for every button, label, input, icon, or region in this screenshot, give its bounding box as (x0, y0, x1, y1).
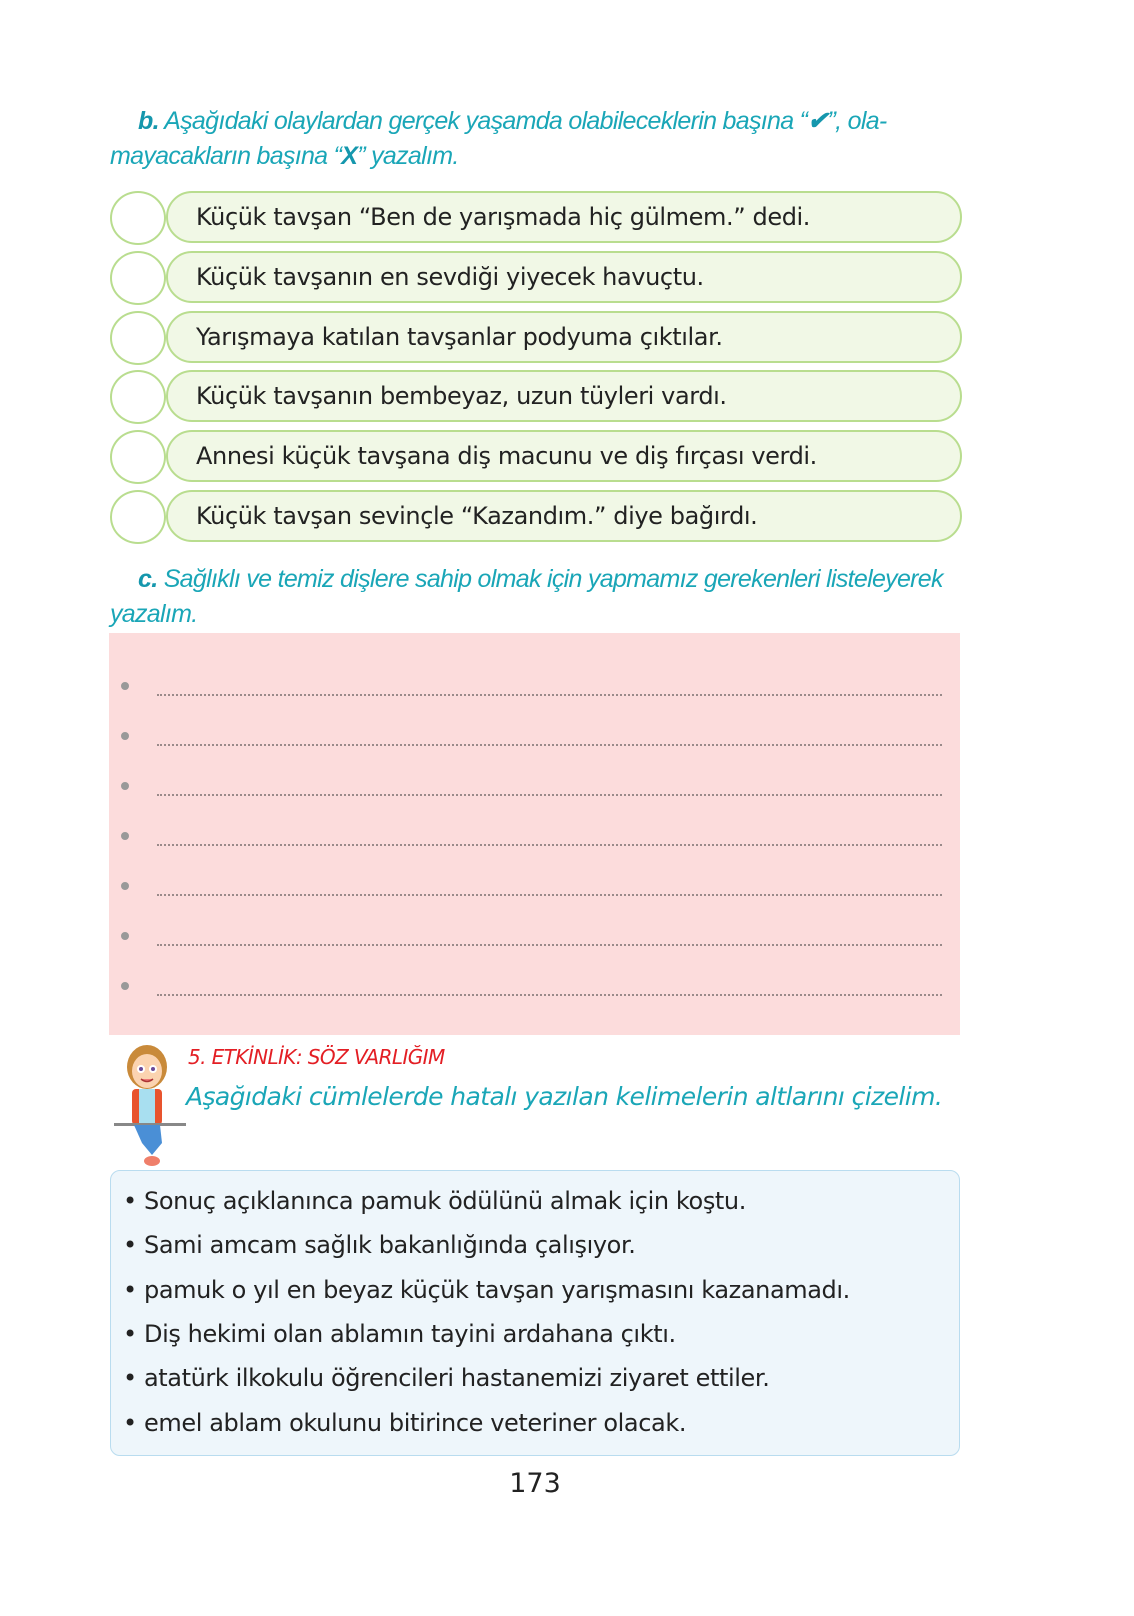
dotted-line (157, 994, 942, 996)
instruction-text: yazalım. (110, 600, 198, 628)
blank-line[interactable] (121, 670, 942, 700)
answer-circle[interactable] (110, 311, 166, 365)
statement-text: Küçük tavşanın en sevdiği yiyecek havuçtu. (166, 251, 962, 303)
dotted-line (157, 694, 942, 696)
sentence: • Diş hekimi olan ablamın tayini ardahana çıktı. (123, 1319, 676, 1348)
answer-circle[interactable] (110, 490, 166, 544)
statement-row (110, 251, 962, 303)
statement-row (110, 311, 962, 363)
sentence: • emel ablam okulunu bitirince veteriner olacak. (123, 1408, 687, 1437)
sentence: • Sonuç açıklanınca pamuk ödülünü almak için koştu. (123, 1187, 746, 1215)
statement-text: Annesi küçük tavşana diş macunu ve diş fırçası verdi. (166, 430, 962, 482)
bullet-icon (121, 782, 129, 790)
statement-row (110, 490, 962, 542)
instruction-text: Aşağıdaki olaylardan gerçek yaşamda olabileceklerin başına “ (164, 107, 808, 135)
dotted-line (157, 894, 942, 896)
child-character-illustration (112, 1043, 187, 1168)
answer-circle[interactable] (110, 370, 166, 424)
dotted-line (157, 844, 942, 846)
dotted-line (157, 944, 942, 946)
bullet-icon (121, 882, 129, 890)
bullet-icon (121, 682, 129, 690)
bullet-icon (121, 932, 129, 940)
section-c-instruction (110, 562, 943, 632)
activity-instruction: Aşağıdaki cümlelerde hatalı yazılan kelimelerin altlarını çizelim. (186, 1082, 943, 1111)
activity-title: 5. ETKİNLİK: SÖZ VARLIĞIM (188, 1045, 445, 1069)
blank-line[interactable] (121, 770, 942, 800)
section-b-instruction (110, 104, 887, 174)
writing-area (109, 633, 960, 1035)
sentences-box (110, 1170, 960, 1456)
statement-row (110, 430, 962, 482)
bullet-icon (121, 982, 129, 990)
dotted-line (157, 794, 942, 796)
page-number: 173 (509, 1468, 561, 1499)
section-letter: b. (138, 107, 159, 135)
statement-text: Yarışmaya katılan tavşanlar podyuma çıktılar. (166, 311, 962, 363)
blank-line[interactable] (121, 970, 942, 1000)
answer-circle[interactable] (110, 430, 166, 484)
answer-circle[interactable] (110, 251, 166, 305)
x-mark-icon: X (341, 142, 358, 170)
dotted-line (157, 744, 942, 746)
sentence: • Sami amcam sağlık bakanlığında çalışıyor. (123, 1231, 636, 1260)
statement-row (110, 370, 962, 422)
statement-text: Küçük tavşan sevinçle “Kazandım.” diye bağırdı. (166, 490, 962, 542)
statement-row (110, 191, 962, 243)
sentence: • pamuk o yıl en beyaz küçük tavşan yarışmasını kazanamadı. (123, 1275, 850, 1304)
blank-line[interactable] (121, 820, 942, 850)
instruction-text: mayacakların başına “ (110, 142, 342, 170)
statement-text: Küçük tavşan “Ben de yarışmada hiç gülmem.” dedi. (166, 191, 962, 243)
bullet-icon (121, 832, 129, 840)
sentence: • atatürk ilkokulu öğrencileri hastanemizi ziyaret ettiler. (123, 1364, 770, 1393)
instruction-text: Sağlıklı ve temiz dişlere sahip olmak için yapmamız gerekenleri listeleyerek (163, 565, 943, 593)
bullet-icon (121, 732, 129, 740)
check-mark-icon: ✔ (807, 107, 828, 135)
blank-line[interactable] (121, 920, 942, 950)
blank-line[interactable] (121, 720, 942, 750)
blank-line[interactable] (121, 870, 942, 900)
statement-text: Küçük tavşanın bembeyaz, uzun tüyleri vardı. (166, 370, 962, 422)
instruction-text: ” yazalım. (357, 142, 459, 170)
instruction-text: ”, ola- (827, 107, 887, 135)
section-letter: c. (138, 565, 158, 593)
answer-circle[interactable] (110, 191, 166, 245)
